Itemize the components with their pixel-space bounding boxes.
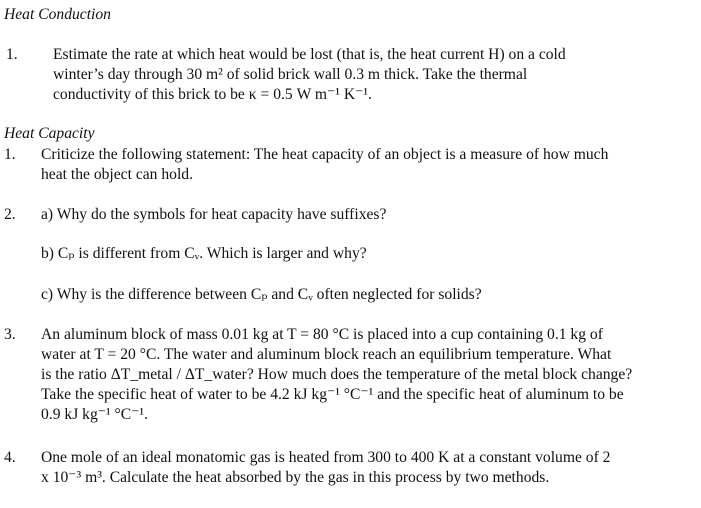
text-line: Criticize the following statement: The heat capacity of an object is a measure of how much xyxy=(41,146,609,163)
text-line: One mole of an ideal monatomic gas is heated from 300 to 400 K at a constant volume of 2 xyxy=(41,449,611,466)
question-1-heat-conduction xyxy=(53,45,566,105)
text-line: Take the specific heat of water to be 4.2 kJ kg⁻¹ °C⁻¹ and the specific heat of aluminum to be xyxy=(41,386,624,403)
question-4-ideal-gas xyxy=(41,448,610,488)
text-line: b) Cₚ is different from Cᵥ. Which is larger and why? xyxy=(41,245,367,262)
text-line: c) Why is the difference between Cₚ and Cᵥ often neglected for solids? xyxy=(41,286,482,303)
text-line: Estimate the rate at which heat would be lost (that is, the heat current H) on a cold xyxy=(53,46,566,63)
text-line: a) Why do the symbols for heat capacity have suffixes? xyxy=(41,206,387,223)
text-line: heat the object can hold. xyxy=(41,166,193,183)
section-title-heat-capacity: Heat Capacity xyxy=(4,125,95,142)
question-2a xyxy=(41,205,386,225)
question-1-heat-capacity xyxy=(41,145,608,185)
question-number: 1. xyxy=(4,146,16,163)
text-line: 0.9 kJ kg⁻¹ °C⁻¹. xyxy=(41,406,148,423)
text-line: x 10⁻³ m³. Calculate the heat absorbed by the gas in this process by two methods. xyxy=(41,469,550,486)
question-3-aluminum-block xyxy=(41,325,632,425)
text-line: water at T = 20 °C. The water and aluminum block reach an equilibrium temperature. What xyxy=(41,346,612,363)
question-number: 1. xyxy=(6,46,18,63)
question-2b xyxy=(41,244,367,264)
question-number: 2. xyxy=(4,206,16,223)
text-line: An aluminum block of mass 0.01 kg at T = 80 °C is placed into a cup containing 0.1 kg of xyxy=(41,326,603,343)
text-line: winter’s day through 30 m² of solid brick wall 0.3 m thick. Take the thermal xyxy=(53,66,528,83)
text-line: conductivity of this brick to be κ = 0.5 W m⁻¹ K⁻¹. xyxy=(53,86,372,103)
question-2c xyxy=(41,285,482,305)
question-number: 3. xyxy=(4,326,16,343)
text-line: is the ratio ΔT_metal / ΔT_water? How much does the temperature of the metal block change? xyxy=(41,366,633,383)
question-number: 4. xyxy=(4,449,16,466)
section-title-heat-conduction: Heat Conduction xyxy=(4,6,111,23)
